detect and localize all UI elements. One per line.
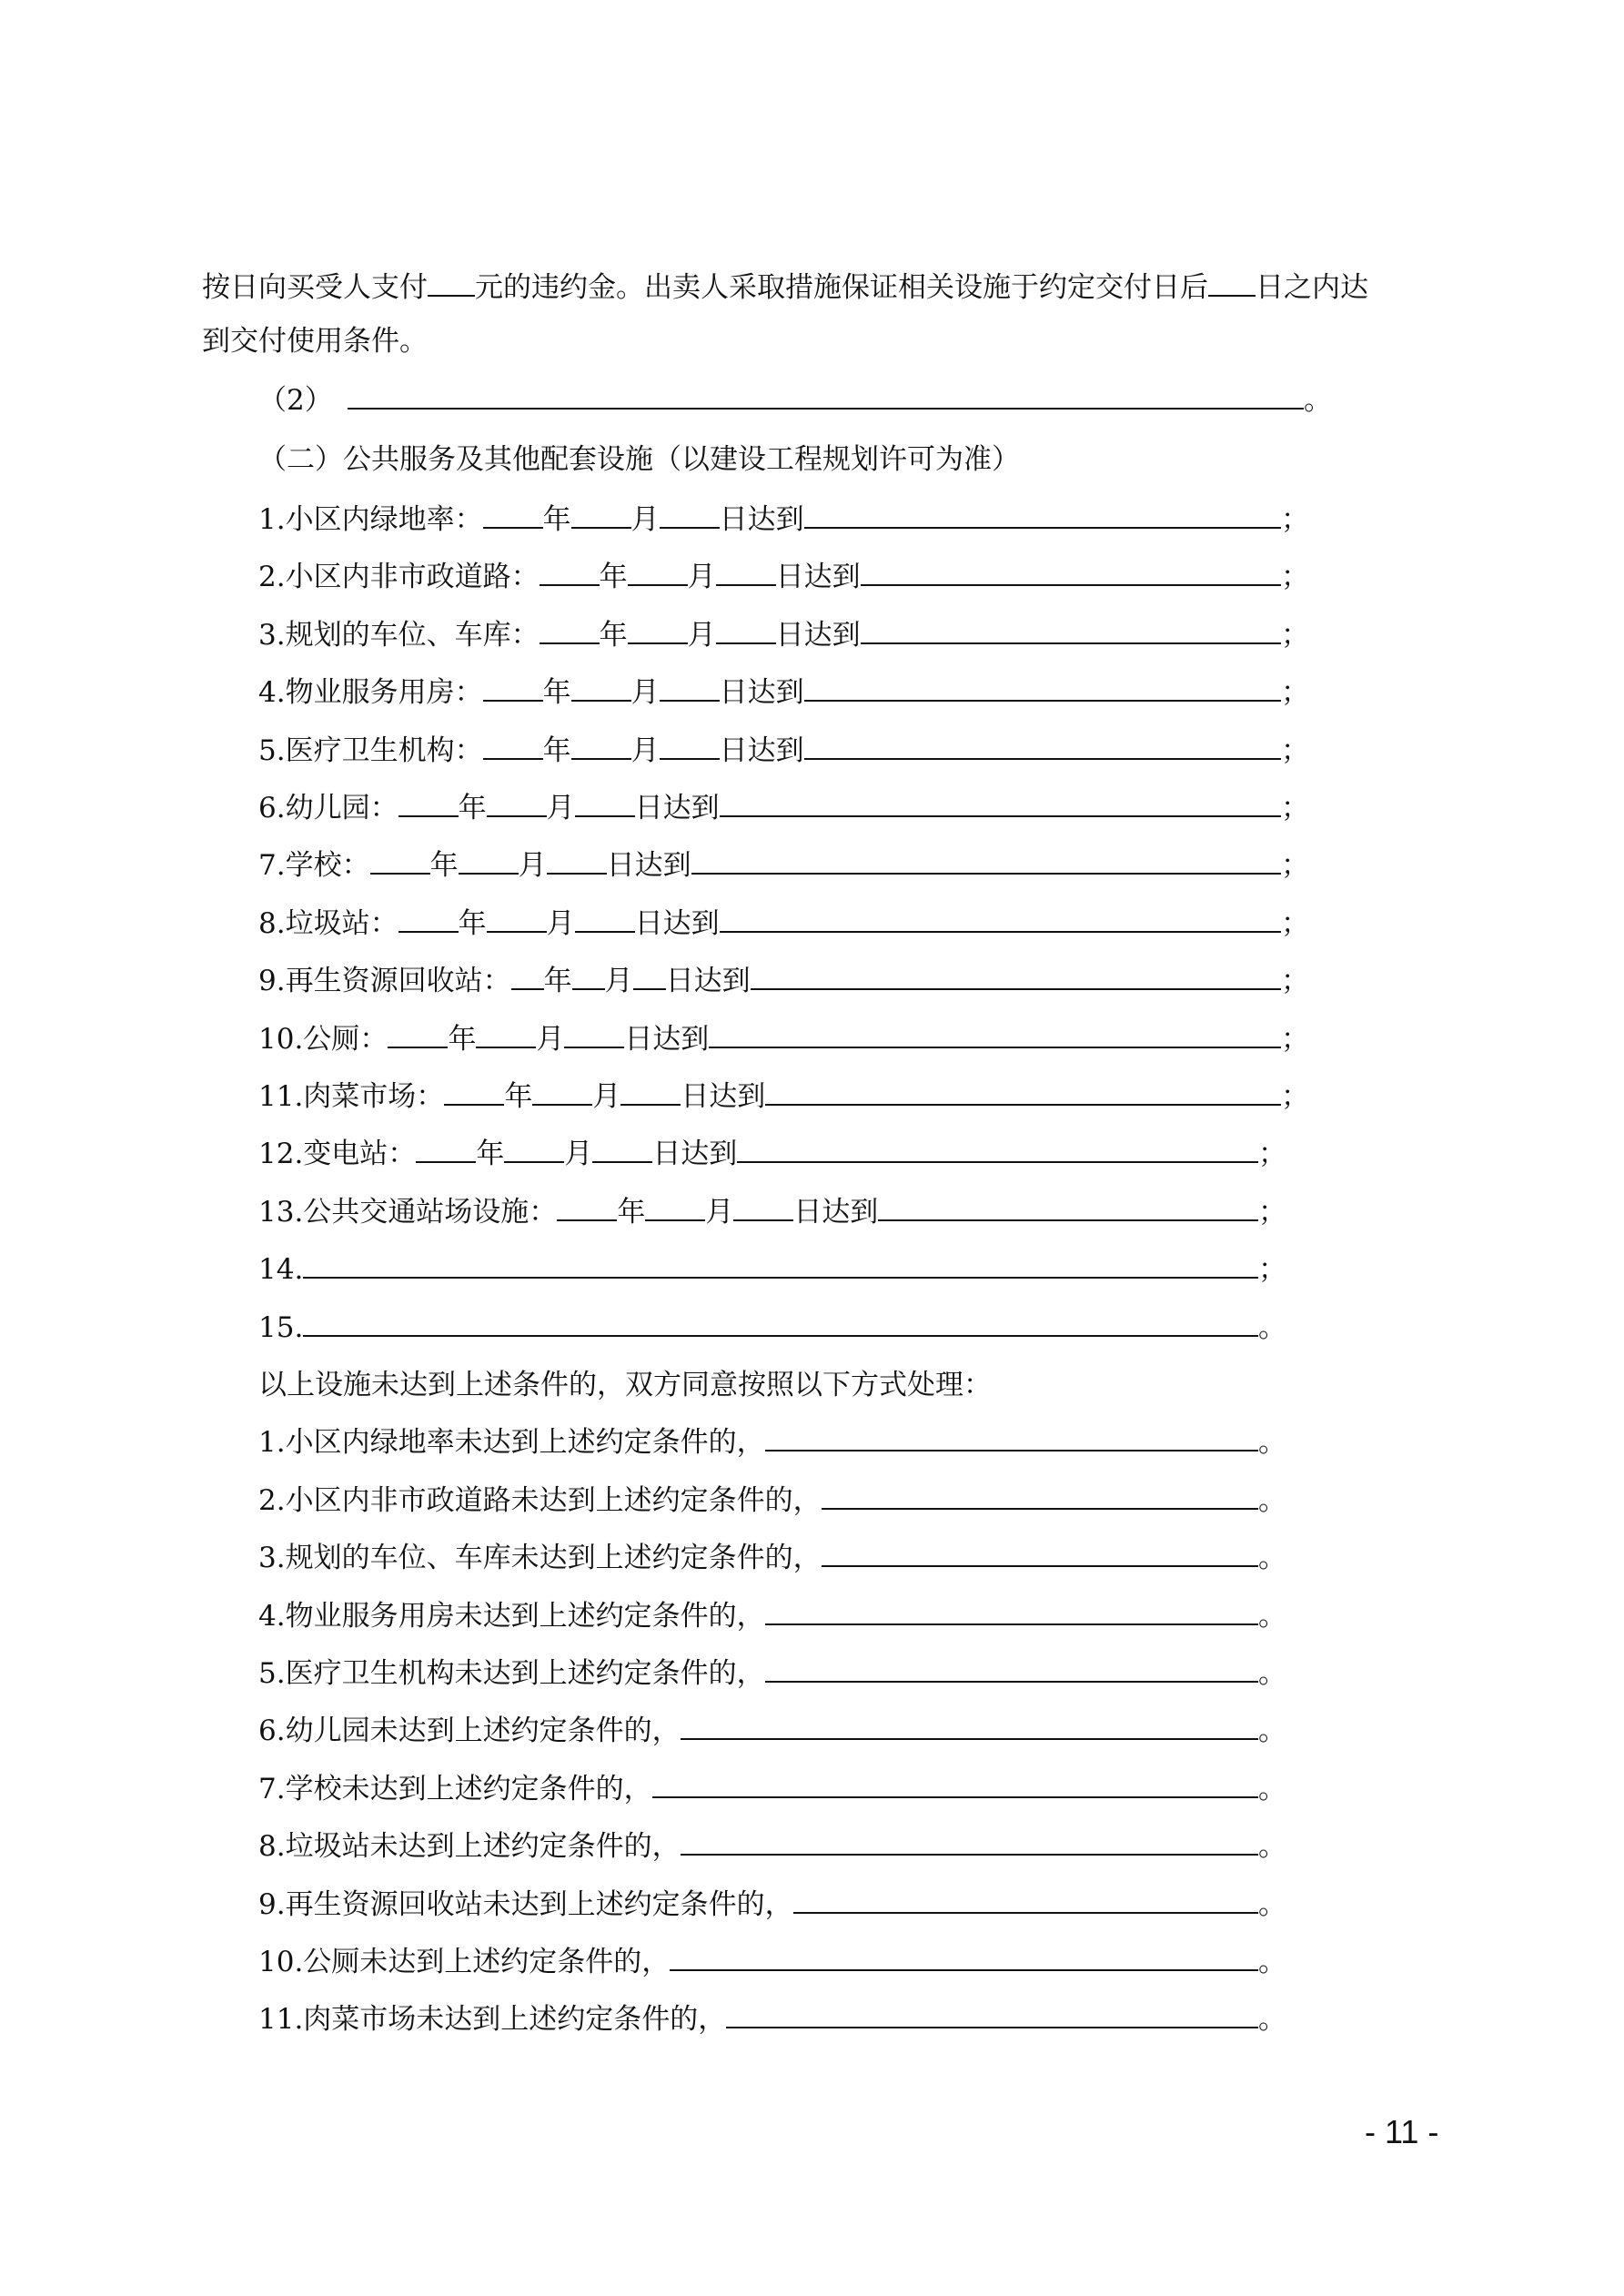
punctuation: 。 bbox=[1258, 1887, 1286, 1921]
year-label: 年 bbox=[504, 1080, 533, 1113]
month-label: 月 bbox=[630, 676, 660, 710]
punctuation: 。 bbox=[1304, 384, 1332, 417]
month-blank[interactable] bbox=[476, 1019, 536, 1048]
year-blank[interactable] bbox=[398, 904, 459, 933]
handling-label: 6.幼儿园未达到上述约定条件的， bbox=[258, 1714, 681, 1748]
handling-line bbox=[258, 1999, 1286, 2039]
punctuation: ； bbox=[1281, 792, 1309, 824]
facility-line bbox=[258, 845, 1309, 885]
handling-blank[interactable] bbox=[652, 1769, 1258, 1798]
punctuation: ； bbox=[1258, 1253, 1286, 1287]
day-label: 日达到 bbox=[793, 1195, 879, 1229]
penalty-paragraph-line-1 bbox=[202, 268, 1448, 308]
handling-blank[interactable] bbox=[765, 1422, 1258, 1451]
year-label: 年 bbox=[617, 1195, 646, 1229]
days-blank[interactable] bbox=[1208, 268, 1256, 297]
facility-label: 7.学校： bbox=[258, 849, 370, 883]
facility-line bbox=[258, 1019, 1309, 1059]
facility-label: 10.公厕： bbox=[258, 1022, 388, 1056]
facility-line bbox=[258, 1134, 1286, 1174]
year-label: 年 bbox=[476, 1138, 505, 1171]
condition-blank[interactable] bbox=[804, 673, 1281, 702]
condition-blank[interactable] bbox=[737, 1134, 1258, 1163]
handling-blank[interactable] bbox=[765, 1654, 1258, 1683]
month-blank[interactable] bbox=[504, 1134, 564, 1163]
facility-line bbox=[258, 961, 1309, 1001]
text: 日之内达 bbox=[1256, 271, 1368, 304]
facility-label: 12.变电站： bbox=[258, 1138, 417, 1171]
penalty-paragraph-line-2 bbox=[202, 321, 428, 361]
facility-label: 13.公共交通站场设施： bbox=[258, 1195, 558, 1229]
condition-blank[interactable] bbox=[861, 557, 1281, 586]
handling-label: 8.垃圾站未达到上述约定条件的， bbox=[258, 1830, 681, 1864]
month-label: 月 bbox=[546, 792, 575, 824]
handling-line bbox=[258, 1481, 1286, 1521]
month-label: 月 bbox=[546, 906, 575, 940]
facility-label: 8.垃圾站： bbox=[258, 906, 398, 940]
year-blank[interactable] bbox=[388, 1019, 448, 1048]
year-label: 年 bbox=[543, 965, 572, 998]
year-blank[interactable] bbox=[540, 615, 600, 644]
day-label: 日达到 bbox=[606, 849, 691, 883]
punctuation: 。 bbox=[1258, 1830, 1286, 1864]
handling-line bbox=[258, 1769, 1286, 1809]
month-blank[interactable] bbox=[571, 673, 631, 702]
summary-text: 以上设施未达到上述条件的，双方同意按照以下方式处理： bbox=[258, 1369, 992, 1401]
section-heading bbox=[258, 440, 1020, 480]
facility-line bbox=[258, 1192, 1286, 1232]
day-blank[interactable] bbox=[564, 1019, 624, 1048]
condition-blank[interactable] bbox=[720, 788, 1281, 817]
day-label: 日达到 bbox=[719, 503, 804, 536]
day-blank[interactable] bbox=[620, 1077, 681, 1106]
punctuation: ； bbox=[1281, 561, 1309, 594]
extra-item-line bbox=[258, 1249, 1286, 1290]
year-label: 年 bbox=[599, 618, 628, 652]
month-label: 月 bbox=[630, 733, 660, 767]
item-blank[interactable] bbox=[303, 1308, 1258, 1337]
facility-label: 3.规划的车位、车库： bbox=[258, 618, 540, 652]
month-label: 月 bbox=[630, 503, 660, 536]
facility-label: 1.小区内绿地率： bbox=[258, 503, 483, 536]
heading-text: （二）公共服务及其他配套设施（以建设工程规划许可为准） bbox=[258, 443, 1020, 476]
month-blank[interactable] bbox=[628, 615, 688, 644]
condition-blank[interactable] bbox=[804, 500, 1281, 529]
condition-blank[interactable] bbox=[861, 615, 1281, 644]
punctuation: 。 bbox=[1258, 1714, 1286, 1748]
punctuation: ； bbox=[1281, 965, 1309, 998]
handling-label: 2.小区内非市政道路未达到上述约定条件的， bbox=[258, 1483, 822, 1517]
condition-blank[interactable] bbox=[751, 961, 1281, 990]
facility-line bbox=[258, 904, 1309, 944]
facility-line bbox=[258, 673, 1309, 713]
day-label: 日达到 bbox=[665, 965, 751, 998]
facility-label: 2.小区内非市政道路： bbox=[258, 561, 540, 594]
handling-label: 10.公厕未达到上述约定条件的， bbox=[258, 1946, 671, 1978]
handling-line bbox=[258, 1942, 1286, 1982]
year-label: 年 bbox=[542, 733, 571, 767]
punctuation: 。 bbox=[1258, 1599, 1286, 1633]
punctuation: ； bbox=[1281, 676, 1309, 710]
day-label: 日达到 bbox=[652, 1138, 738, 1171]
punctuation: 。 bbox=[1258, 1483, 1286, 1517]
facility-label: 9.再生资源回收站： bbox=[258, 965, 511, 998]
day-blank[interactable] bbox=[733, 1192, 793, 1221]
condition-blank[interactable] bbox=[709, 1019, 1281, 1048]
condition-blank[interactable] bbox=[691, 845, 1281, 875]
day-label: 日达到 bbox=[624, 1022, 710, 1056]
item-2-line bbox=[258, 380, 1332, 420]
item-2-blank[interactable] bbox=[348, 380, 1304, 410]
punctuation: ； bbox=[1258, 1195, 1286, 1229]
handling-blank[interactable] bbox=[726, 1999, 1258, 2028]
item-label: （2） bbox=[258, 384, 333, 417]
punctuation: 。 bbox=[1258, 1657, 1286, 1690]
year-label: 年 bbox=[458, 906, 487, 940]
day-blank[interactable] bbox=[660, 731, 720, 760]
handling-label: 11.肉菜市场未达到上述约定条件的， bbox=[258, 2003, 727, 2037]
day-blank[interactable] bbox=[575, 904, 635, 933]
condition-blank[interactable] bbox=[765, 1077, 1281, 1106]
day-blank[interactable] bbox=[660, 673, 720, 702]
handling-line bbox=[258, 1885, 1286, 1925]
year-label: 年 bbox=[542, 503, 571, 536]
year-blank[interactable] bbox=[444, 1077, 504, 1106]
punctuation: ； bbox=[1281, 849, 1309, 883]
punctuation: 。 bbox=[1258, 1946, 1286, 1978]
handling-label: 1.小区内绿地率未达到上述约定条件的， bbox=[258, 1426, 765, 1460]
month-blank[interactable] bbox=[572, 961, 605, 990]
item-blank[interactable] bbox=[303, 1249, 1258, 1279]
handling-blank[interactable] bbox=[822, 1538, 1258, 1567]
day-blank[interactable] bbox=[660, 500, 720, 529]
handling-blank[interactable] bbox=[681, 1711, 1258, 1740]
month-blank[interactable] bbox=[628, 557, 688, 586]
month-blank[interactable] bbox=[487, 904, 547, 933]
facility-line bbox=[258, 557, 1309, 597]
handling-label: 5.医疗卫生机构未达到上述约定条件的， bbox=[258, 1657, 765, 1690]
year-label: 年 bbox=[599, 561, 628, 594]
facility-line bbox=[258, 1077, 1309, 1117]
punctuation: 。 bbox=[1258, 1426, 1286, 1460]
summary-line bbox=[258, 1365, 992, 1405]
year-blank[interactable] bbox=[511, 961, 544, 990]
penalty-amount-blank[interactable] bbox=[428, 268, 475, 297]
day-label: 日达到 bbox=[775, 561, 861, 594]
condition-blank[interactable] bbox=[720, 904, 1281, 933]
month-label: 月 bbox=[604, 965, 633, 998]
day-label: 日达到 bbox=[719, 733, 804, 767]
page-number: - 11 - bbox=[1365, 2113, 1439, 2150]
facility-label: 5.医疗卫生机构： bbox=[258, 733, 483, 767]
day-label: 日达到 bbox=[681, 1080, 766, 1113]
year-label: 年 bbox=[458, 792, 487, 824]
punctuation: 。 bbox=[1258, 1310, 1286, 1344]
facility-line bbox=[258, 615, 1309, 655]
month-label: 月 bbox=[705, 1195, 734, 1229]
item-label: 15. bbox=[258, 1310, 304, 1344]
punctuation: ； bbox=[1281, 1080, 1309, 1113]
punctuation: ； bbox=[1258, 1138, 1286, 1171]
handling-line bbox=[258, 1596, 1286, 1636]
condition-blank[interactable] bbox=[878, 1192, 1258, 1221]
year-label: 年 bbox=[542, 676, 571, 710]
month-label: 月 bbox=[687, 561, 716, 594]
month-blank[interactable] bbox=[532, 1077, 592, 1106]
punctuation: 。 bbox=[1258, 1542, 1286, 1575]
month-label: 月 bbox=[564, 1138, 593, 1171]
handling-line bbox=[258, 1654, 1286, 1694]
facility-line bbox=[258, 788, 1309, 828]
day-label: 日达到 bbox=[634, 906, 720, 940]
month-label: 月 bbox=[518, 849, 547, 883]
year-label: 年 bbox=[429, 849, 459, 883]
year-label: 年 bbox=[448, 1022, 477, 1056]
year-blank[interactable] bbox=[483, 731, 543, 760]
facility-label: 4.物业服务用房： bbox=[258, 676, 483, 710]
punctuation: ； bbox=[1281, 1022, 1309, 1056]
handling-label: 7.学校未达到上述约定条件的， bbox=[258, 1772, 652, 1805]
handling-blank[interactable] bbox=[765, 1596, 1258, 1625]
facility-line bbox=[258, 731, 1309, 771]
handling-blank[interactable] bbox=[793, 1885, 1258, 1914]
punctuation: ； bbox=[1281, 503, 1309, 536]
punctuation: 。 bbox=[1258, 2003, 1286, 2037]
facility-label: 6.幼儿园： bbox=[258, 792, 398, 824]
year-blank[interactable] bbox=[483, 500, 543, 529]
punctuation: 。 bbox=[1258, 1772, 1286, 1805]
handling-label: 3.规划的车位、车库未达到上述约定条件的， bbox=[258, 1542, 822, 1575]
day-label: 日达到 bbox=[719, 676, 804, 710]
year-blank[interactable] bbox=[483, 673, 543, 702]
text: 按日向买受人支付 bbox=[202, 271, 428, 304]
extra-item-line bbox=[258, 1308, 1286, 1348]
day-blank[interactable] bbox=[575, 788, 635, 817]
month-blank[interactable] bbox=[459, 845, 519, 875]
handling-label: 9.再生资源回收站未达到上述约定条件的， bbox=[258, 1887, 793, 1921]
year-blank[interactable] bbox=[557, 1192, 617, 1221]
punctuation: ； bbox=[1281, 733, 1309, 767]
month-blank[interactable] bbox=[571, 731, 631, 760]
day-blank[interactable] bbox=[716, 615, 776, 644]
month-blank[interactable] bbox=[645, 1192, 705, 1221]
handling-line bbox=[258, 1538, 1286, 1578]
facility-label: 11.肉菜市场： bbox=[258, 1080, 445, 1113]
handling-line bbox=[258, 1826, 1286, 1866]
handling-line bbox=[258, 1422, 1286, 1462]
year-blank[interactable] bbox=[398, 788, 459, 817]
handling-label: 4.物业服务用房未达到上述约定条件的， bbox=[258, 1599, 765, 1633]
day-blank[interactable] bbox=[592, 1134, 652, 1163]
text: 到交付使用条件。 bbox=[202, 325, 428, 358]
condition-blank[interactable] bbox=[804, 731, 1281, 760]
punctuation: ； bbox=[1281, 618, 1309, 652]
handling-blank[interactable] bbox=[681, 1826, 1258, 1856]
year-blank[interactable] bbox=[370, 845, 430, 875]
year-blank[interactable] bbox=[540, 557, 600, 586]
day-label: 日达到 bbox=[634, 792, 720, 824]
month-blank[interactable] bbox=[487, 788, 547, 817]
day-blank[interactable] bbox=[716, 557, 776, 586]
month-blank[interactable] bbox=[571, 500, 631, 529]
month-label: 月 bbox=[536, 1022, 565, 1056]
month-label: 月 bbox=[687, 618, 716, 652]
day-label: 日达到 bbox=[775, 618, 861, 652]
day-blank[interactable] bbox=[547, 845, 607, 875]
handling-blank[interactable] bbox=[822, 1481, 1258, 1510]
day-blank[interactable] bbox=[633, 961, 666, 990]
month-label: 月 bbox=[592, 1080, 621, 1113]
handling-line bbox=[258, 1711, 1286, 1751]
item-label: 14. bbox=[258, 1253, 304, 1287]
year-blank[interactable] bbox=[416, 1134, 476, 1163]
handling-blank[interactable] bbox=[670, 1942, 1258, 1971]
facility-line bbox=[258, 500, 1309, 540]
text: 元的违约金。出卖人采取措施保证相关设施于约定交付日后 bbox=[475, 271, 1208, 304]
punctuation: ； bbox=[1281, 906, 1309, 940]
